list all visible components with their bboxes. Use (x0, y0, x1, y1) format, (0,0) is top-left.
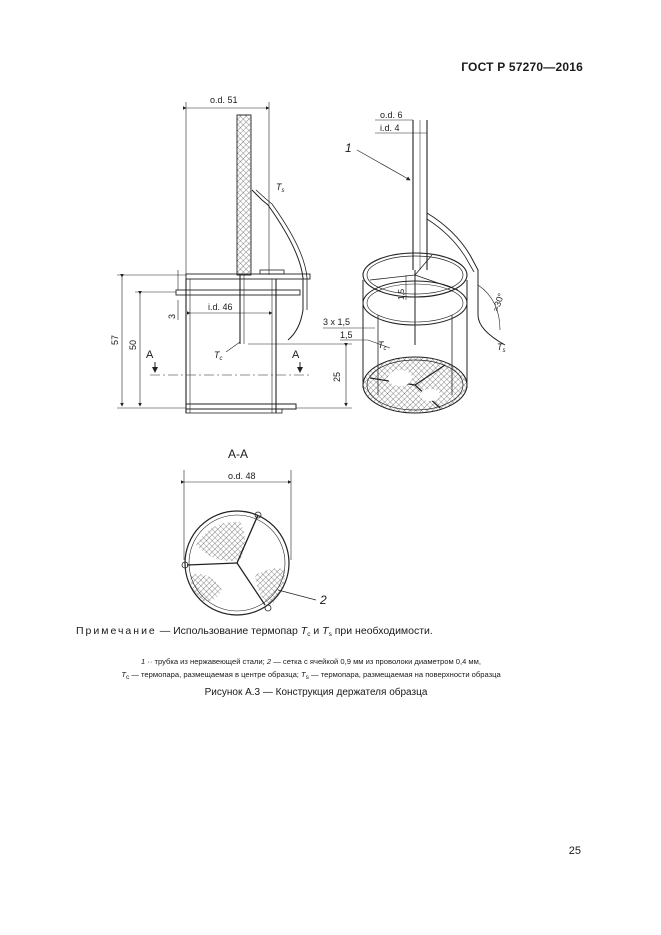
note-dash: — (156, 625, 174, 637)
note-text-before: Использование термопар (173, 625, 301, 637)
dim-3x1-5: 3 x 1,5 (323, 317, 351, 327)
legend-ts-sub: s (305, 674, 309, 681)
dim-od6: o.d. 6 (380, 110, 403, 120)
section-title: А-А (228, 447, 249, 461)
label-tc-right: $T_c$ (378, 340, 387, 352)
iso-view (323, 120, 505, 413)
dim-od51: o.d. 51 (210, 95, 238, 105)
legend-n2: 2 (266, 657, 272, 666)
side-view (117, 102, 352, 413)
legend-n1: 1 (140, 657, 146, 666)
section-mark-left: А (146, 349, 154, 361)
dim-1-5-bottom: 1,5 (340, 330, 353, 340)
figure-note (76, 625, 433, 638)
dim-50: 50 (128, 339, 138, 350)
dim-3: 3 (167, 313, 177, 319)
dim-25: 25 (332, 371, 342, 382)
callout-1: 1 (345, 141, 352, 155)
dim-od48: o.d. 48 (228, 471, 256, 481)
note-ts-sub: s (328, 631, 332, 638)
standard-header: ГОСТ Р 57270—2016 (461, 60, 583, 74)
note-ts: T (322, 625, 329, 637)
figure-caption: Рисунок А.3 — Конструкция держателя образца (204, 687, 428, 698)
legend-tc-sub: c (125, 674, 130, 681)
section-mark-right: А (292, 349, 300, 361)
legend-t4: — термопара, размещаемая на поверхности образца (308, 670, 501, 679)
label-ts-right: $T_s$ (497, 342, 506, 354)
note-label: Примечание (76, 625, 157, 637)
dim-id46: i.d. 46 (208, 302, 233, 312)
dim-id4: i.d. 4 (380, 123, 400, 133)
page-number: 25 (568, 845, 581, 857)
label-ts-left: $T_s$ (276, 182, 285, 194)
note-text-after: при необходимости. (331, 625, 433, 637)
note-and: и (310, 625, 323, 637)
legend-tc: T (121, 670, 126, 679)
dim-1-5-tube: 1,5 (397, 288, 406, 300)
dim-57: 57 (110, 334, 120, 345)
figure-legend (76, 655, 546, 684)
legend-t2: — сетка с ячейкой 0,9 мм из проволоки диаметром 0,4 мм, (271, 657, 481, 666)
note-tc: T (300, 625, 308, 637)
legend-t1: ·· трубка из нержавеющей стали; (145, 657, 267, 666)
callout-2: 2 (320, 593, 327, 607)
leader-tc-left (226, 342, 240, 352)
legend-t3: — термопара, размещаемая в центре образца; (129, 670, 302, 679)
note-tc-sub: c (307, 631, 311, 638)
section-view (182, 470, 316, 615)
legend-ts: T (301, 670, 306, 679)
dim-angle-30: ≈30° (490, 291, 507, 313)
label-tc-left: $T_c$ (214, 350, 223, 362)
